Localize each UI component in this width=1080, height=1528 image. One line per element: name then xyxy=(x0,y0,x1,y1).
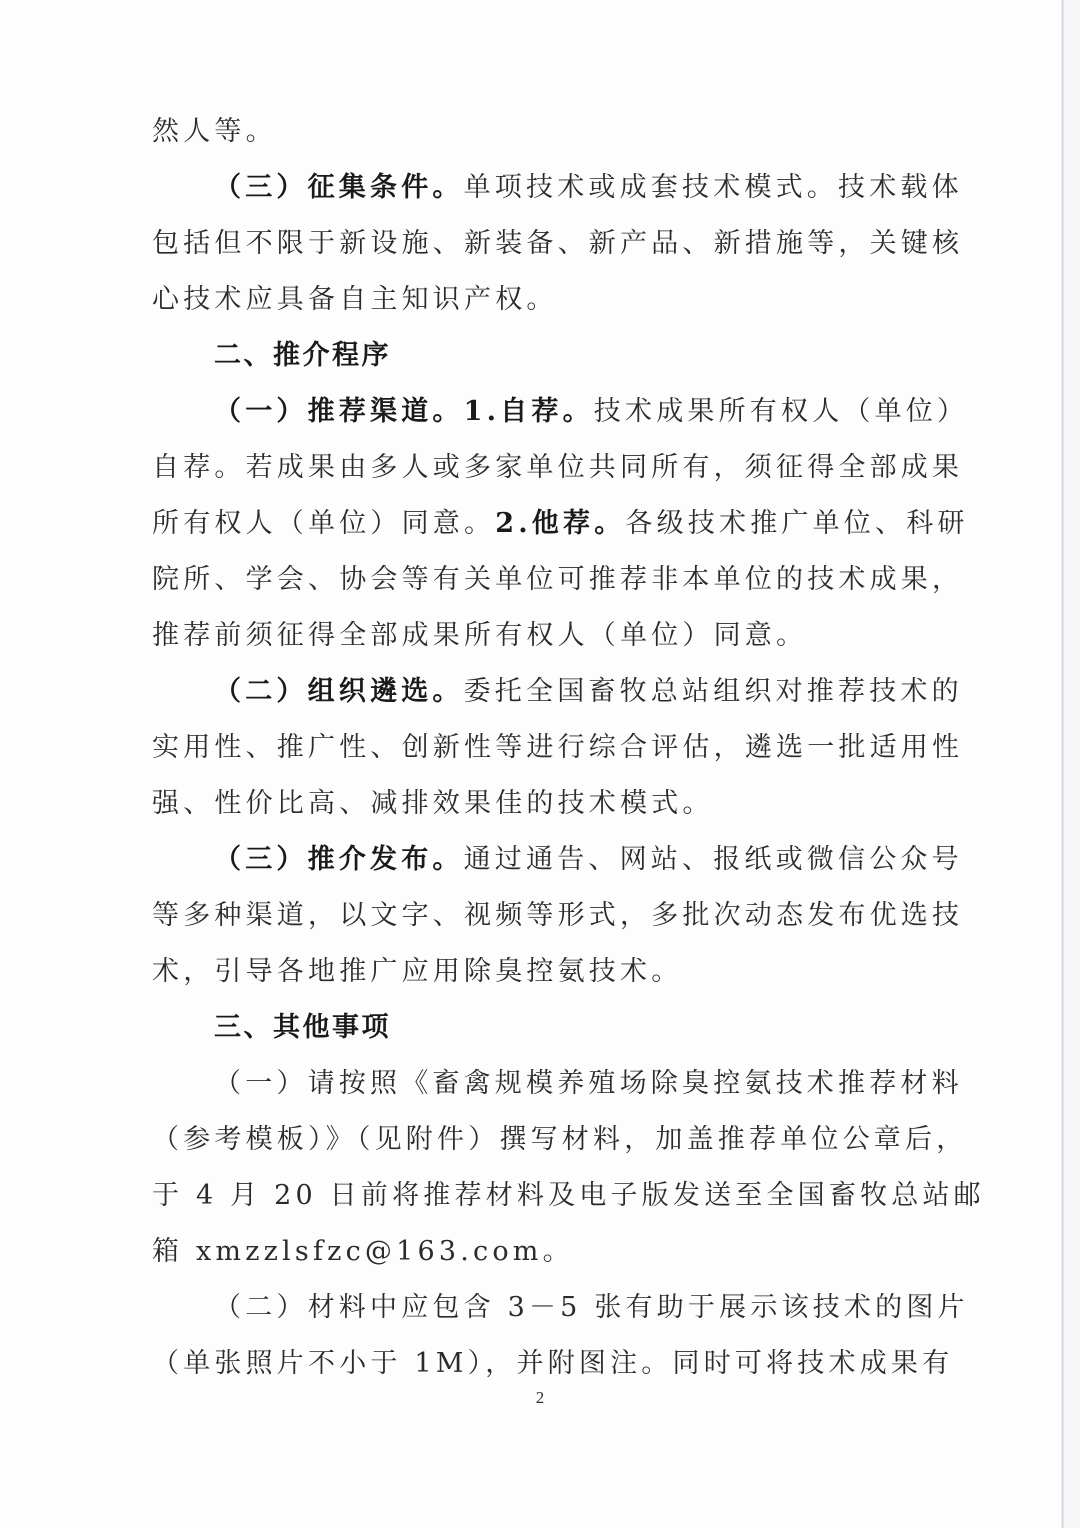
subsection-heading: （一）推荐渠道。1.自荐。 xyxy=(214,396,594,427)
body-line xyxy=(152,1336,954,1392)
body-line xyxy=(152,216,964,272)
body-line xyxy=(152,944,912,1000)
section-heading: 三、其他事项 xyxy=(214,1012,391,1043)
section-heading: 二、推介程序 xyxy=(214,340,391,371)
body-line xyxy=(152,1112,968,1168)
body-line xyxy=(152,1056,963,1112)
email-text: 箱 xmzzlsfzc@163.com。 xyxy=(152,1236,574,1267)
body-line-heading xyxy=(152,664,963,720)
body-text: 院所、学会、协会等有关单位可推荐非本单位的技术成果， xyxy=(152,564,964,595)
body-text: 心技术应具备自主知识产权。 xyxy=(152,284,558,315)
body-text: （参考模板）》（见附件）撰写材料，加盖推荐单位公章后， xyxy=(152,1124,968,1155)
body-text: 推荐前须征得全部成果所有权人（单位）同意。 xyxy=(152,620,808,651)
body-text: 各级技术推广单位、科研 xyxy=(625,508,969,539)
body-text: 自荐。若成果由多人或多家单位共同所有，须征得全部成果 xyxy=(152,452,964,483)
body-text: （一）请按照《畜禽规模养殖场除臭控氨技术推荐材料 xyxy=(214,1068,963,1099)
body-text: 等多种渠道，以文字、视频等形式，多批次动态发布优选技 xyxy=(152,900,964,931)
body-text: 包括但不限于新设施、新装备、新产品、新措施等，关键核 xyxy=(152,228,964,259)
document-body xyxy=(152,104,985,1392)
body-text: 然人等。 xyxy=(152,116,277,147)
body-text: 所有权人（单位）同意。 xyxy=(152,508,496,539)
body-text: 技术成果所有权人（单位） xyxy=(593,396,969,427)
subsection-heading: （三）推介发布。 xyxy=(214,844,464,875)
body-line xyxy=(152,720,964,776)
body-text: 于 4 月 20 日前将推荐材料及电子版发送至全国畜牧总站邮 xyxy=(152,1180,985,1211)
body-text: （单张照片不小于 1M），并附图注。同时可将技术成果有 xyxy=(152,1348,954,1379)
body-line xyxy=(152,552,964,608)
body-line xyxy=(152,776,912,832)
body-line-heading xyxy=(152,384,969,440)
body-line xyxy=(152,104,912,160)
body-text: 单项技术或成套技术模式。技术载体 xyxy=(463,172,963,203)
body-line xyxy=(152,440,964,496)
body-text: 通过通告、网站、报纸或微信公众号 xyxy=(463,844,963,875)
body-text: 委托全国畜牧总站组织对推荐技术的 xyxy=(463,676,963,707)
body-line xyxy=(152,888,964,944)
body-line xyxy=(152,608,912,664)
section-heading-line xyxy=(152,1000,912,1056)
body-line-heading xyxy=(152,832,963,888)
body-line xyxy=(152,1168,985,1224)
body-text: 实用性、推广性、创新性等进行综合评估，遴选一批适用性 xyxy=(152,732,964,763)
body-line xyxy=(152,272,912,328)
body-line xyxy=(152,1224,912,1280)
body-text: （二）材料中应包含 3－5 张有助于展示该技术的图片 xyxy=(214,1292,969,1323)
page-edge-shadow xyxy=(1061,0,1064,1528)
subsection-heading: （二）组织遴选。 xyxy=(214,676,464,707)
page-number: 2 xyxy=(535,1388,545,1407)
body-line xyxy=(152,1280,969,1336)
body-line-heading xyxy=(152,160,963,216)
inline-heading: 2.他荐。 xyxy=(495,508,626,539)
subsection-heading: （三）征集条件。 xyxy=(214,172,464,203)
body-text: 强、性价比高、减排效果佳的技术模式。 xyxy=(152,788,714,819)
body-text: 术，引导各地推广应用除臭控氨技术。 xyxy=(152,956,683,987)
body-line xyxy=(152,496,969,552)
page-margin-right xyxy=(1064,0,1080,1528)
section-heading-line xyxy=(152,328,912,384)
